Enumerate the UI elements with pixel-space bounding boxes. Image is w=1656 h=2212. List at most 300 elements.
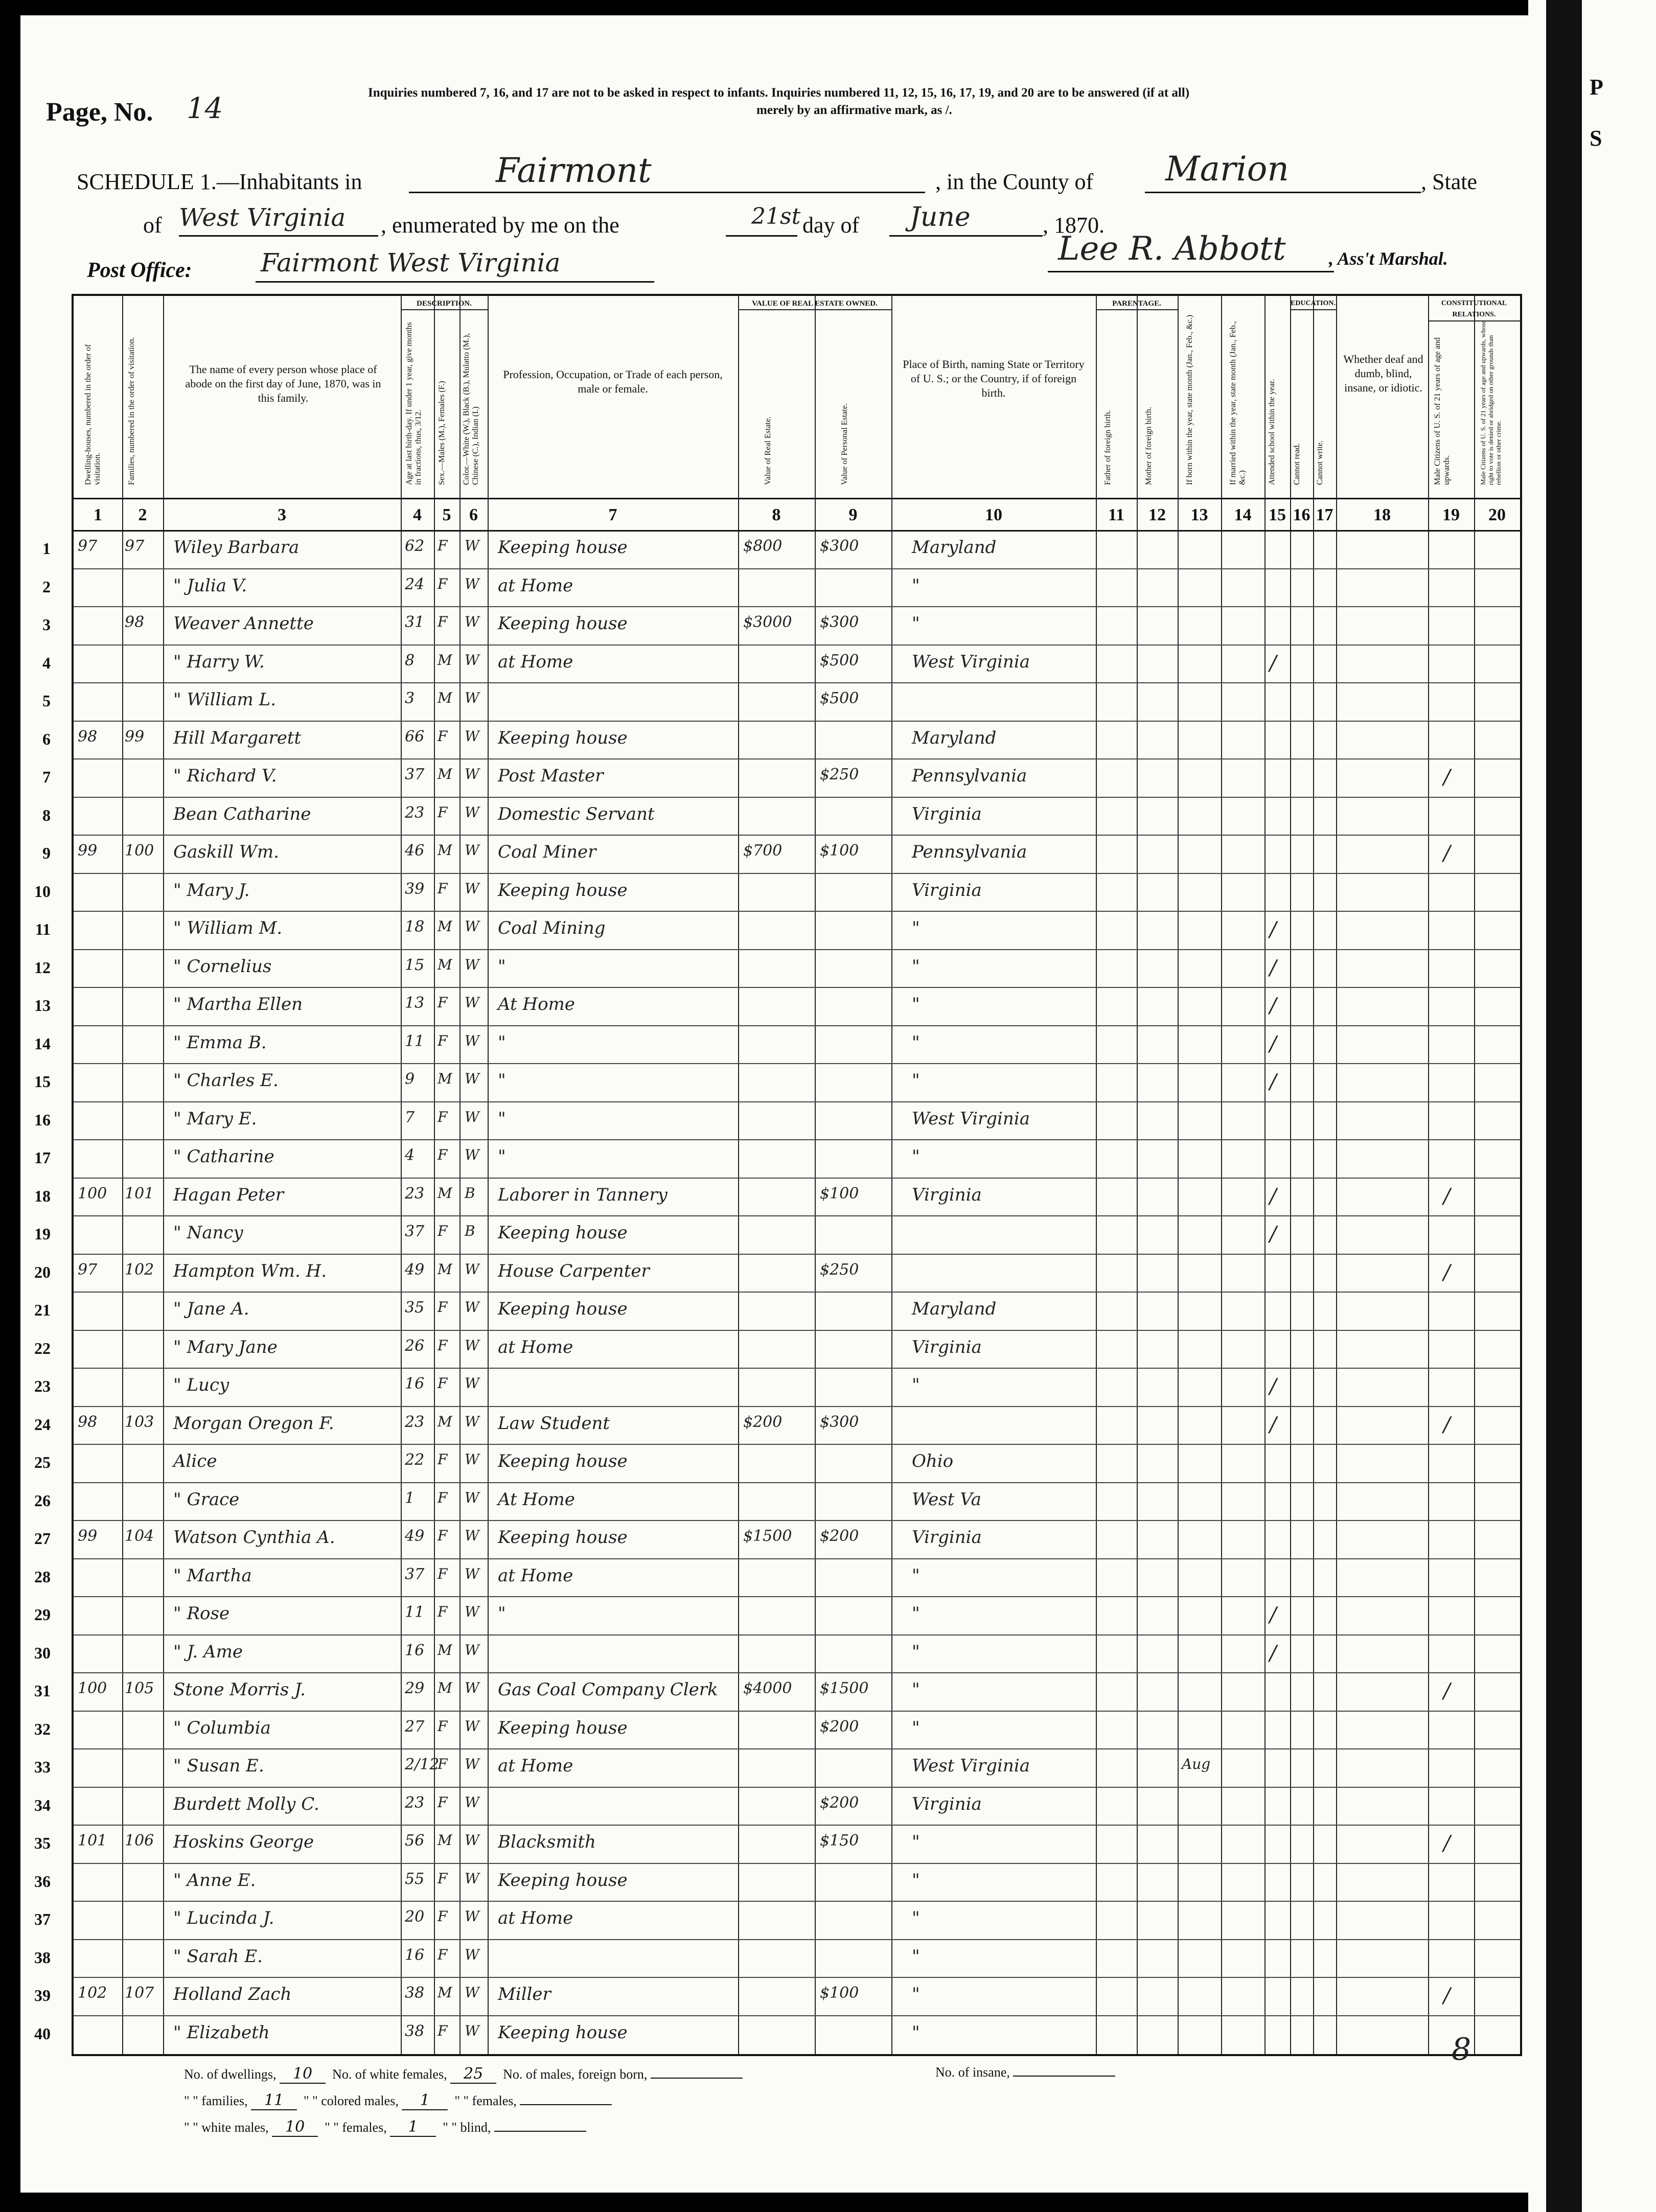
person-name: " Catharine [173,1146,274,1167]
col-header-12: Mother of foreign birth. [1144,407,1153,485]
person-sex: F [438,880,448,897]
col-header-9: Value of Personal Estate. [840,403,849,485]
birthplace: Virginia [912,1337,982,1357]
person-age: 8 [405,651,415,670]
person-sex: F [438,1337,448,1354]
person-color: W [465,766,479,782]
born-month: Aug [1182,1756,1211,1772]
personal-estate-value: $200 [820,1527,859,1545]
colored-females-label: " " females, [325,2120,387,2135]
col-header-5: Sex.—Males (M.), Females (F.) [438,381,446,485]
column-number-4: 4 [413,505,422,524]
person-sex: F [438,1603,448,1620]
white-females-label: No. of white females, [332,2067,447,2082]
person-name: " Elizabeth [173,2022,270,2043]
family-number: 101 [125,1184,154,1203]
row-number: 27 [34,1529,51,1548]
person-occupation: Keeping house [498,537,628,558]
attended-school-mark: / [1270,1184,1277,1208]
birthplace: " [912,1717,920,1738]
person-occupation: Keeping house [498,613,628,634]
family-number: 105 [125,1679,154,1697]
person-color: W [465,1565,479,1582]
row-number: 1 [42,539,51,558]
person-name: Hagan Peter [173,1184,284,1205]
of-label: of [143,213,162,238]
birthplace: West Virginia [912,651,1030,672]
person-name: Bean Catharine [173,803,311,824]
dwelling-number: 97 [78,537,98,555]
person-sex: M [438,918,452,935]
row-number: 10 [34,882,51,901]
person-sex: F [438,1717,448,1735]
dwelling-number: 98 [78,727,98,746]
person-age: 9 [405,1070,415,1088]
birthplace: " [912,1032,920,1053]
male-citizen-mark: / [1443,1984,1451,2008]
enum-day: 21st [751,203,801,229]
adjacent-page-stub-s: S [1590,126,1602,151]
person-age: 31 [405,613,425,631]
person-sex: F [438,1032,448,1049]
group-description: DESCRIPTION. [401,298,488,310]
person-occupation: Keeping house [498,1451,628,1471]
person-age: 35 [405,1299,425,1317]
column-number-20: 20 [1488,505,1506,524]
column-number-11: 11 [1108,505,1125,524]
person-occupation: Coal Mining [498,918,606,938]
person-name: " Martha Ellen [173,994,303,1015]
attended-school-mark: / [1270,1070,1277,1094]
person-color: W [465,1984,479,2001]
marshal-signature: Lee R. Abbott [1058,230,1286,268]
row-number: 29 [34,1605,51,1624]
marshal-label: , Ass't Marshal. [1329,248,1448,269]
attended-school-mark: / [1270,1641,1277,1665]
row-number: 37 [34,1910,51,1928]
person-color: W [465,1451,479,1468]
row-number: 22 [34,1339,51,1357]
row-number: 14 [34,1034,51,1053]
birthplace: " [912,1870,920,1891]
row-number: 9 [42,844,51,862]
birthplace: " [912,575,920,596]
person-age: 18 [405,918,425,936]
person-sex: F [438,1223,448,1239]
person-occupation: Blacksmith [498,1832,596,1852]
person-sex: F [438,2022,448,2039]
person-age: 49 [405,1527,425,1545]
c19-total: 8 [1452,2032,1471,2067]
person-sex: F [438,1299,448,1316]
person-color: W [465,1946,479,1963]
person-occupation: Keeping house [498,1870,628,1891]
person-sex: F [438,1565,448,1582]
person-color: W [465,1717,479,1735]
person-color: W [465,918,479,935]
person-occupation: House Carpenter [498,1260,650,1281]
column-number-7: 7 [608,505,617,524]
person-occupation: " [498,1603,506,1624]
personal-estate-value: $150 [820,1832,859,1850]
person-color: W [465,1793,479,1811]
column-number-8: 8 [772,505,781,524]
family-number: 106 [125,1832,154,1850]
birthplace: " [912,1832,920,1852]
personal-estate-value: $500 [820,689,859,707]
person-age: 37 [405,1223,425,1240]
birthplace: Virginia [912,803,982,824]
person-sex: M [438,1260,452,1278]
person-color: W [465,1527,479,1544]
col-header-6: Color.—White (W.), Black (B.), Mulatto (M.), Chinese (C.), Indian (I.) [462,333,480,485]
person-name: " Anne E. [173,1870,256,1891]
person-name: " Richard V. [173,766,277,786]
column-number-9: 9 [848,505,858,524]
birthplace: " [912,1375,920,1395]
row-number: 25 [34,1453,51,1471]
adjacent-page-strip [1528,0,1656,2212]
person-age: 16 [405,1641,425,1660]
person-name: Hill Margarett [173,727,302,748]
personal-estate-value: $100 [820,842,859,860]
dwelling-number: 100 [78,1679,107,1697]
person-color: W [465,1337,479,1354]
row-number: 2 [42,577,51,596]
attended-school-mark: / [1270,956,1277,980]
note-line1: Inquiries numbered 7, 16, and 17 are not to be asked in respect to infants. Inquiries numbered 11, 12, 15, 16, 17, 19, and 20 are to be answered (if at all) [368,86,1190,100]
person-occupation: At Home [498,1489,575,1510]
row-number: 39 [34,1986,51,2004]
adjacent-page-stub-p: P [1590,75,1603,100]
person-sex: F [438,1946,448,1963]
attended-school-mark: / [1270,1032,1277,1056]
row-number: 40 [34,2024,51,2043]
family-number: 98 [125,613,145,631]
person-age: 46 [405,842,425,860]
insane-summary [935,2065,1115,2080]
col-header-7: Profession, Occupation, or Trade of each person, male or female. [503,368,723,395]
col-header-14: If married within the year, state month (Jan., Feb., &c.) [1229,321,1247,485]
person-occupation: Domestic Servant [498,803,655,824]
person-age: 15 [405,956,425,974]
birthplace: " [912,2022,920,2043]
group-education: EDUCATION. [1290,298,1336,310]
person-age: 23 [405,803,425,822]
birthplace: Maryland [912,727,997,748]
dwelling-number: 99 [78,1527,98,1545]
county-name: Marion [1165,149,1289,189]
real-estate-value: $4000 [743,1679,792,1697]
person-age: 23 [405,1793,425,1812]
family-number: 99 [125,727,145,746]
person-age: 37 [405,766,425,784]
family-number: 97 [125,537,145,555]
person-sex: F [438,1489,448,1506]
row-number: 26 [34,1491,51,1510]
row-number: 11 [35,920,51,938]
row-number: 13 [34,996,51,1015]
dwellings-label: No. of dwellings, [184,2067,277,2082]
person-sex: F [438,613,448,630]
blind-label: " " blind, [443,2120,491,2135]
attended-school-mark: / [1270,918,1277,941]
person-sex: F [438,1793,448,1811]
families-label: " " families, [184,2093,248,2108]
real-estate-value: $800 [743,537,783,555]
state-label: , State [1421,169,1477,194]
male-citizen-mark: / [1443,1260,1451,1284]
column-number-2: 2 [138,505,147,524]
birthplace: " [912,1603,920,1624]
col-header-18: Whether deaf and dumb, blind, insane, or idiotic. [1343,353,1423,394]
person-sex: F [438,803,448,821]
person-sex: F [438,1146,448,1163]
column-number-1: 1 [94,505,102,524]
birthplace: Maryland [912,537,997,558]
person-occupation: Keeping house [498,1717,628,1738]
birthplace: " [912,1946,920,1967]
person-color: W [465,1146,479,1163]
person-sex: F [438,1908,448,1925]
row-number: 3 [42,615,51,634]
attended-school-mark: / [1270,651,1277,675]
colored-males-label: " " colored males, [303,2093,399,2108]
enum-year: , 1870. [1043,213,1105,238]
person-sex: F [438,1527,448,1544]
person-color: W [465,880,479,897]
males-foreign-label: No. of males, foreign born, [503,2067,648,2082]
person-name: " William M. [173,918,283,938]
person-name: Wiley Barbara [173,537,300,558]
col-header-3: The name of every person whose place of abode on the first day of June, 1870, was in this family. [185,363,381,404]
person-sex: M [438,1184,452,1202]
dwelling-number: 101 [78,1832,107,1850]
birthplace: " [912,994,920,1015]
person-name: " Nancy [173,1223,243,1243]
group-constitutional: CONSTITUTIONAL RELATIONS. [1428,298,1520,321]
blind-count [494,2131,586,2132]
column-number-18: 18 [1373,505,1391,524]
person-color: W [465,689,479,706]
person-sex: F [438,1375,448,1392]
birthplace: " [912,1565,920,1586]
person-name: Burdett Molly C. [173,1793,319,1814]
person-occupation: Keeping house [498,1223,628,1243]
person-color: W [465,1679,479,1696]
row-number: 34 [34,1795,51,1814]
birthplace: " [912,1070,920,1091]
person-name: " Grace [173,1489,240,1510]
post-office-label: Post Office: [87,259,192,282]
col-header-10: Place of Birth, naming State or Territory of U. S.; or the Country, if of foreign birth. [903,358,1085,399]
person-age: 38 [405,2022,425,2040]
person-name: " Sarah E. [173,1946,263,1967]
person-sex: F [438,1870,448,1887]
person-color: W [465,727,479,745]
birthplace: West Virginia [912,1756,1030,1776]
row-number: 15 [34,1072,51,1091]
person-name: " Mary E. [173,1108,257,1129]
family-number: 103 [125,1413,154,1431]
person-sex: M [438,842,452,859]
dwelling-number: 97 [78,1260,98,1279]
birthplace: Virginia [912,1793,982,1814]
real-estate-value: $3000 [743,613,792,631]
post-office-name: Fairmont West Virginia [261,248,561,278]
attended-school-mark: / [1270,994,1277,1018]
row-number: 12 [34,958,51,977]
note-line2: merely by an affirmative mark, as /. [756,103,952,117]
row-number: 5 [42,692,51,710]
dwelling-number: 102 [78,1984,107,2002]
person-color: B [465,1184,475,1202]
person-sex: F [438,994,448,1011]
row-number: 24 [34,1415,51,1434]
page-label: Page, No. [46,98,153,127]
person-occupation: Coal Miner [498,842,596,862]
family-number: 107 [125,1984,154,2002]
person-name: " Mary Jane [173,1337,278,1357]
day-label: day of [802,213,860,238]
column-number-16: 16 [1293,505,1310,524]
person-sex: F [438,1108,448,1125]
person-age: 22 [405,1451,425,1469]
person-color: W [465,803,479,821]
males-foreign-count [651,2078,743,2079]
females-foreign-label: " " females, [454,2093,517,2108]
row-number: 38 [34,1948,51,1967]
colored-females-count: 1 [390,2118,436,2137]
col-header-11: Father of foreign birth. [1103,410,1112,485]
white-males-label: " " white males, [184,2120,269,2135]
birthplace: " [912,918,920,938]
row-number: 35 [34,1834,51,1852]
person-age: 16 [405,1375,425,1393]
person-occupation: at Home [498,1337,573,1357]
col-header-19: Male Citizens of U. S. of 21 years of age and upwards. [1433,337,1451,485]
person-age: 20 [405,1908,425,1926]
person-sex: F [438,537,448,554]
row-number: 23 [34,1377,51,1395]
person-name: Watson Cynthia A. [173,1527,335,1548]
row-number: 6 [42,729,51,748]
footer-summary [184,2065,743,2145]
group-value: VALUE OF REAL ESTATE OWNED. [738,298,891,310]
row-number: 33 [34,1758,51,1776]
male-citizen-mark: / [1443,1413,1451,1437]
person-name: " Rose [173,1603,230,1624]
person-name: Hoskins George [173,1832,314,1852]
person-occupation: Law Student [498,1413,610,1434]
attended-school-mark: / [1270,1413,1277,1437]
person-sex: F [438,575,448,592]
person-color: W [465,1413,479,1430]
person-name: " Jane A. [173,1299,249,1319]
person-color: W [465,1641,479,1658]
person-sex: M [438,956,452,973]
person-color: W [465,575,479,592]
person-color: W [465,1299,479,1316]
row-number: 4 [42,653,51,672]
birthplace: " [912,613,920,634]
person-occupation: Keeping house [498,1299,628,1319]
row-number: 17 [34,1148,51,1167]
white-females-count: 25 [450,2065,496,2084]
col-header-1: Dwelling-houses, numbered in the order of visitation. [84,344,102,485]
personal-estate-value: $1500 [820,1679,869,1697]
person-occupation: Laborer in Tannery [498,1184,668,1205]
person-age: 23 [405,1413,425,1431]
birthplace: " [912,956,920,977]
person-age: 29 [405,1679,425,1697]
person-name: Hampton Wm. H. [173,1260,327,1281]
person-name: " Susan E. [173,1756,264,1776]
birthplace: " [912,1641,920,1662]
person-name: " Martha [173,1565,252,1586]
person-occupation: At Home [498,994,575,1015]
person-sex: M [438,1832,452,1849]
families-count: 11 [251,2091,297,2110]
census-table [34,294,1522,2056]
person-name: " Cornelius [173,956,272,977]
person-occupation: at Home [498,575,573,596]
person-color: W [465,1489,479,1506]
person-occupation: at Home [498,1908,573,1928]
person-name: " Emma B. [173,1032,267,1053]
enum-month: June [910,202,971,233]
person-sex: M [438,766,452,782]
person-name: Stone Morris J. [173,1679,306,1700]
col-header-8: Value of Real Estate. [764,416,772,485]
person-age: 1 [405,1489,415,1507]
attended-school-mark: / [1270,1603,1277,1627]
male-citizen-mark: / [1443,842,1451,865]
personal-estate-value: $300 [820,537,859,555]
person-age: 13 [405,994,425,1012]
family-number: 104 [125,1527,154,1545]
person-occupation: " [498,1108,506,1129]
person-age: 38 [405,1984,425,2002]
census-sheet [20,15,1531,2193]
person-age: 49 [405,1260,425,1279]
person-sex: F [438,1756,448,1772]
person-color: W [465,1832,479,1849]
row-number: 16 [34,1110,51,1129]
personal-estate-value: $100 [820,1984,859,2002]
birthplace: " [912,1984,920,2004]
personal-estate-value: $300 [820,1413,859,1431]
personal-estate-value: $250 [820,766,859,784]
personal-estate-value: $300 [820,613,859,631]
person-age: 37 [405,1565,425,1583]
person-color: B [465,1223,475,1239]
row-number: 31 [34,1681,51,1700]
person-sex: F [438,1451,448,1468]
person-name: " Charles E. [173,1070,279,1091]
row-number: 30 [34,1643,51,1662]
person-color: W [465,1908,479,1925]
person-name: Weaver Annette [173,613,314,634]
birthplace: Virginia [912,1184,982,1205]
birthplace: Maryland [912,1299,997,1319]
personal-estate-value: $200 [820,1793,859,1812]
person-age: 4 [405,1146,415,1164]
birthplace: Pennsylvania [912,766,1027,786]
real-estate-value: $700 [743,842,783,860]
person-name: " William L. [173,689,276,710]
person-sex: M [438,689,452,706]
